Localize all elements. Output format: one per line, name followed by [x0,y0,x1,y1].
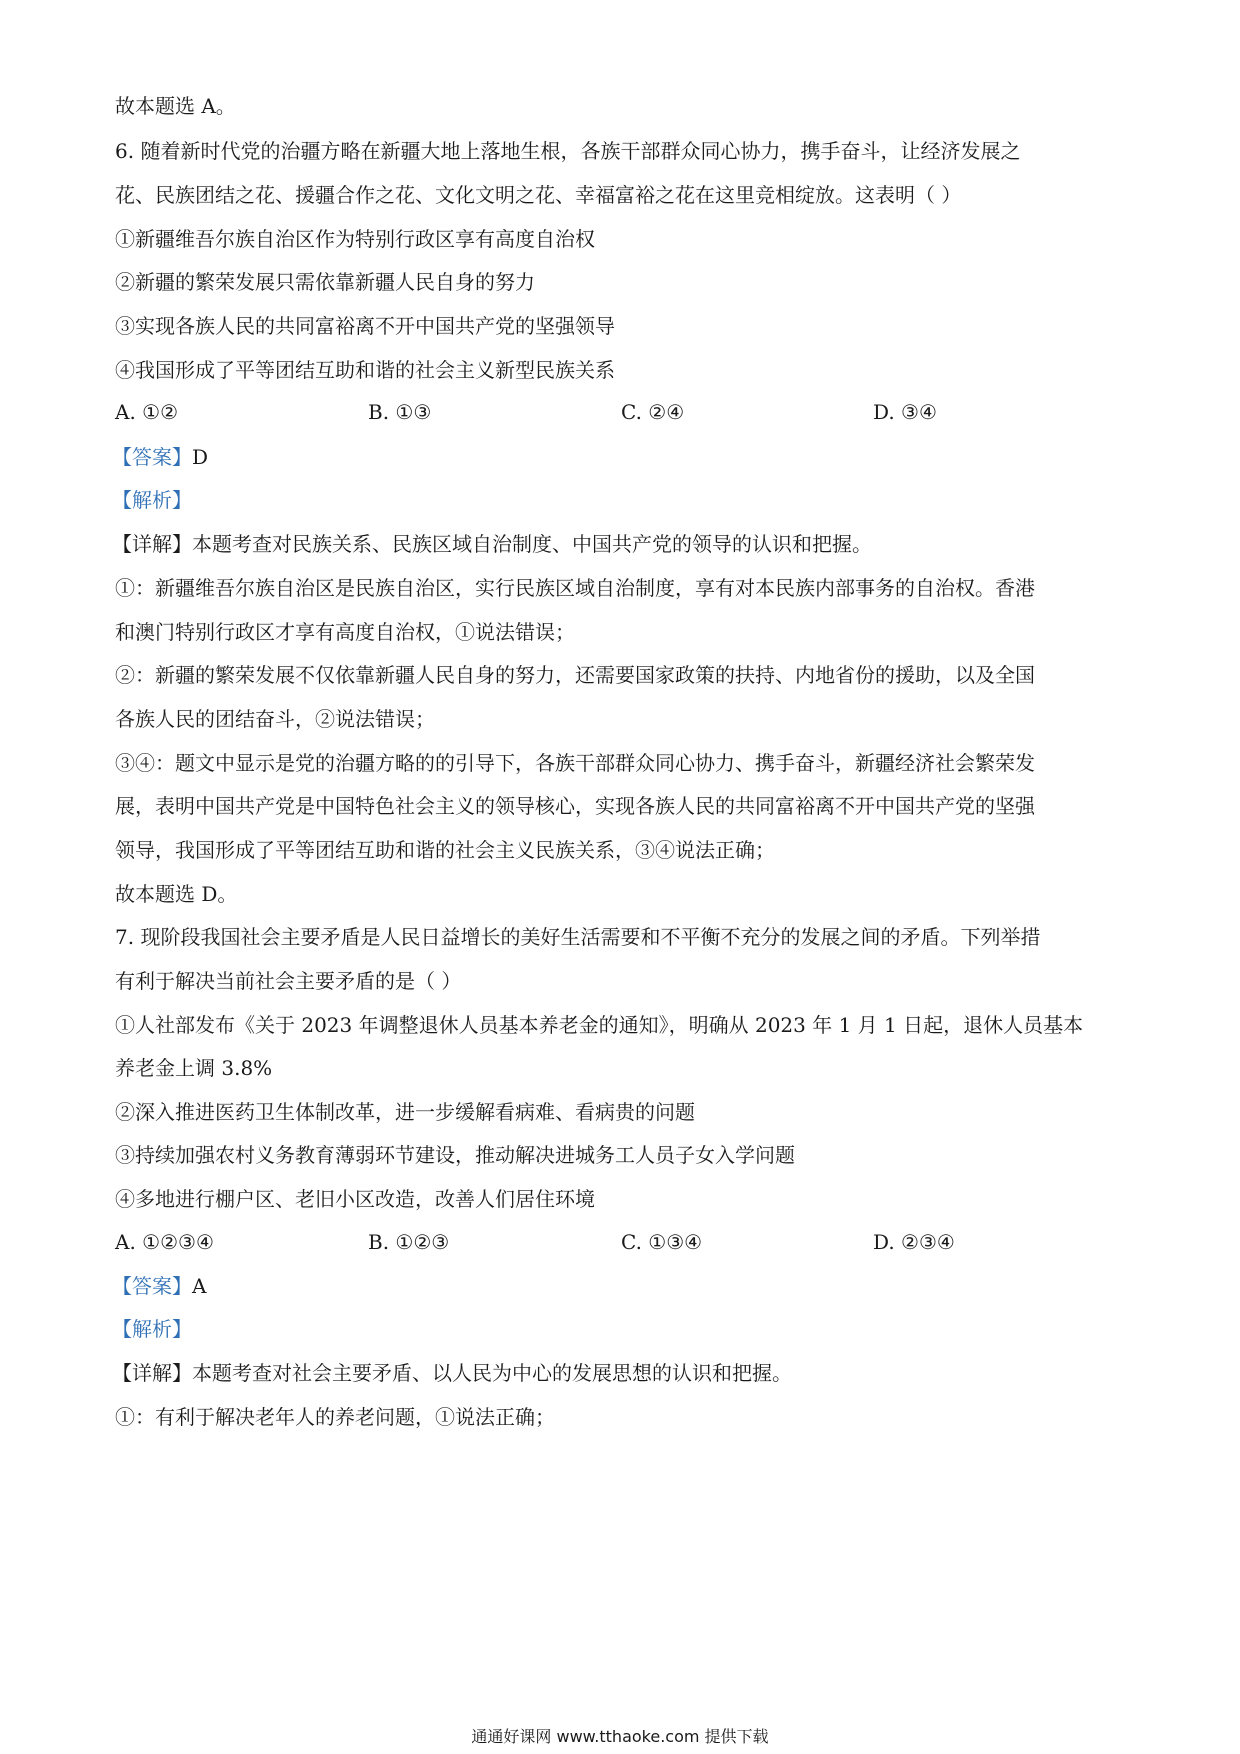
q6-explain1-line1: ①：新疆维吾尔族自治区是民族自治区，实行民族区域自治制度，享有对本民族内部事务的自治权。香港 [115,576,1035,600]
detail-tag: 【详解】 [112,532,192,556]
q7-option-a: A. ①②③④ [115,1230,214,1254]
q7-option-d: D. ②③④ [873,1230,955,1254]
q7-explain1: ①：有利于解决老年人的养老问题，①说法正确； [115,1405,555,1429]
detail-text: 本题考查对民族关系、民族区域自治制度、中国共产党的领导的认识和把握。 [192,532,872,556]
q6-explain3-line1: ③④：题文中显示是党的治疆方略的的引导下，各族干部群众同心协力、携手奋斗，新疆经济社会繁荣发 [115,751,1035,775]
q6-option-d: D. ③④ [873,400,937,424]
q7-stem-line1: 7. 现阶段我国社会主要矛盾是人民日益增长的美好生活需要和不平衡不充分的发展之间的矛盾。下列举措 [115,925,1041,949]
q6-explain2-line1: ②：新疆的繁荣发展不仅依靠新疆人民自身的努力，还需要国家政策的扶持、内地省份的援助，以及全国 [115,663,1035,687]
page-footer: 通通好课网 www.tthaoke.com 提供下载 [471,1727,769,1746]
q6-statement-4: ④我国形成了平等团结互助和谐的社会主义新型民族关系 [115,358,615,382]
q6-statement-1: ①新疆维吾尔族自治区作为特别行政区享有高度自治权 [115,227,595,251]
detail-text: 本题考查对社会主要矛盾、以人民为中心的发展思想的认识和把握。 [192,1361,792,1385]
q6-answer [112,443,208,471]
q7-answer [112,1272,206,1300]
q6-statement-3: ③实现各族人民的共同富裕离不开中国共产党的坚强领导 [115,314,615,338]
answer-tag: 【答案】 [112,1274,192,1298]
q7-analysis [112,1315,192,1343]
q7-statement-1-line2: 养老金上调 3.8% [115,1056,273,1080]
q6-option-c: C. ②④ [621,400,685,424]
q7-option-b: B. ①②③ [368,1230,450,1254]
analysis-tag: 【解析】 [112,488,192,512]
q6-stem-line2: 花、民族团结之花、援疆合作之花、文化文明之花、幸福富裕之花在这里竞相绽放。这表明（ ） [115,183,962,207]
q7-statement-1-line1: ①人社部发布《关于 2023 年调整退休人员基本养老金的通知》，明确从 2023 年 1 月 1 日起，退休人员基本 [115,1013,1084,1037]
q6-analysis [112,486,192,514]
answer-tag: 【答案】 [112,445,192,469]
q6-stem-line1: 6. 随着新时代党的治疆方略在新疆大地上落地生根，各族干部群众同心协力，携手奋斗，让经济发展之 [115,139,1021,163]
answer-value: D [192,445,209,469]
q7-stem-line2: 有利于解决当前社会主要矛盾的是（ ） [115,969,462,993]
q7-option-c: C. ①③④ [621,1230,703,1254]
q6-conclusion: 故本题选 D。 [115,882,238,906]
q5-conclusion: 故本题选 A。 [115,94,236,118]
q6-detail [112,530,872,558]
q6-explain2-line2: 各族人民的团结奋斗，②说法错误； [115,707,435,731]
q7-statement-3: ③持续加强农村义务教育薄弱环节建设，推动解决进城务工人员子女入学问题 [115,1143,795,1167]
q6-explain3-line2: 展，表明中国共产党是中国特色社会主义的领导核心，实现各族人民的共同富裕离不开中国共产党的坚强 [115,794,1035,818]
q6-explain3-line3: 领导，我国形成了平等团结互助和谐的社会主义民族关系，③④说法正确； [115,838,775,862]
q6-option-a: A. ①② [115,400,179,424]
q6-statement-2: ②新疆的繁荣发展只需依靠新疆人民自身的努力 [115,270,535,294]
detail-tag: 【详解】 [112,1361,192,1385]
q7-statement-2: ②深入推进医药卫生体制改革，进一步缓解看病难、看病贵的问题 [115,1100,695,1124]
q6-explain1-line2: 和澳门特别行政区才享有高度自治权，①说法错误； [115,620,575,644]
q7-detail [112,1359,792,1387]
q6-option-b: B. ①③ [368,400,432,424]
q7-statement-4: ④多地进行棚户区、老旧小区改造，改善人们居住环境 [115,1187,595,1211]
answer-value: A [192,1274,207,1298]
analysis-tag: 【解析】 [112,1317,192,1341]
